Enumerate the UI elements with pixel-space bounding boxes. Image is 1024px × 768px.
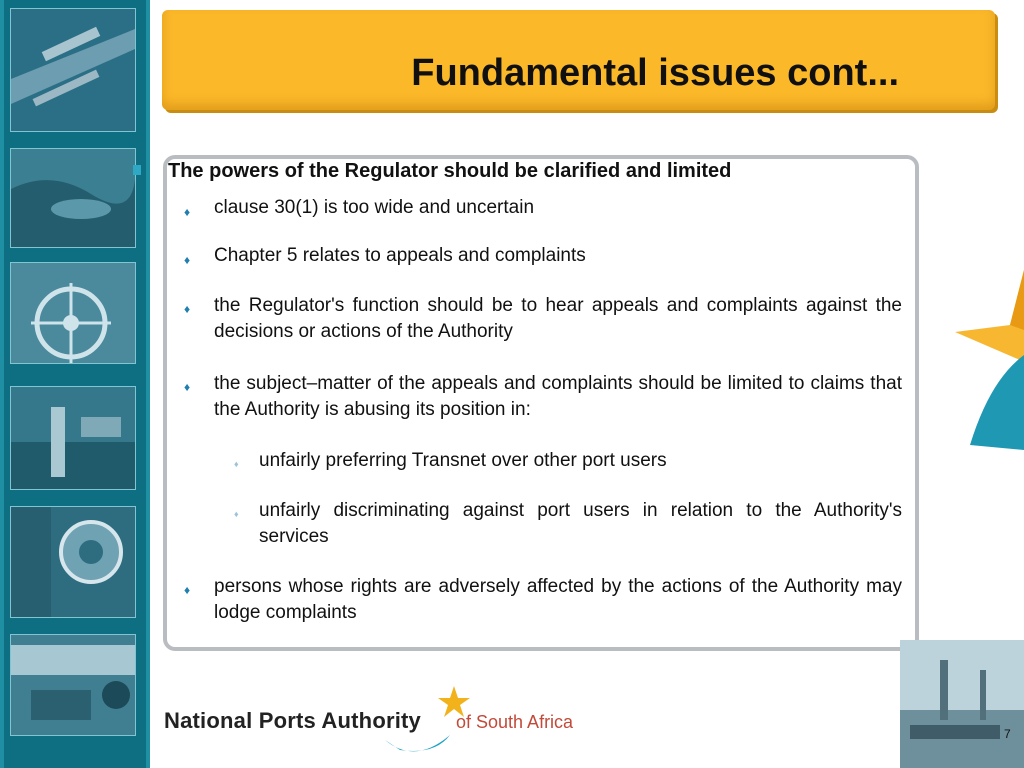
diamond-bullet-icon: ♦ [184,253,191,267]
page-number: 7 [1004,727,1011,741]
diamond-bullet-icon: ♦ [184,205,191,219]
bullet-item: the Regulator's function should be to hear appeals and complaints against the decisions or actions of the Authority [214,295,902,342]
sub-diamond-bullet-icon: ♦ [234,459,239,469]
ship-wheel-photo [10,262,136,364]
harbour-aerial-photo [10,8,136,132]
org-suffix: of South Africa [456,712,574,732]
left-photo-strip [0,0,150,768]
bridge-crew-photo [10,634,136,736]
lead-heading: The powers of the Regulator should be clarified and limited [168,160,732,182]
coastline-photo [10,148,136,248]
title-banner [162,10,995,110]
diamond-bullet-icon: ♦ [184,302,191,316]
sub-bullet-item: unfairly preferring Transnet over other port users [259,450,667,471]
bullet-item: Chapter 5 relates to appeals and complaints [214,245,586,266]
sub-diamond-bullet-icon: ♦ [234,509,239,519]
bullet-item: the subject–matter of the appeals and complaints should be limited to claims that the Authority is abusing its position in: [214,373,902,420]
sub-bullet-item: unfairly discriminating against port users in relation to the Authority's services [259,500,902,547]
diamond-bullet-icon: ♦ [184,583,191,597]
diamond-bullet-icon: ♦ [184,380,191,394]
corner-harbour-photo [900,640,1024,768]
org-name: National Ports Authority [164,708,421,733]
bullet-item: clause 30(1) is too wide and uncertain [214,197,535,218]
page-title: Fundamental issues cont... [411,52,899,94]
lead-bullet-icon [133,165,141,175]
bullet-item: persons whose rights are adversely affected by the actions of the Authority may lodge complaints [214,576,902,623]
star-decoration-icon [950,270,1024,450]
compass-photo [10,506,136,618]
port-terminal-photo [10,386,136,490]
